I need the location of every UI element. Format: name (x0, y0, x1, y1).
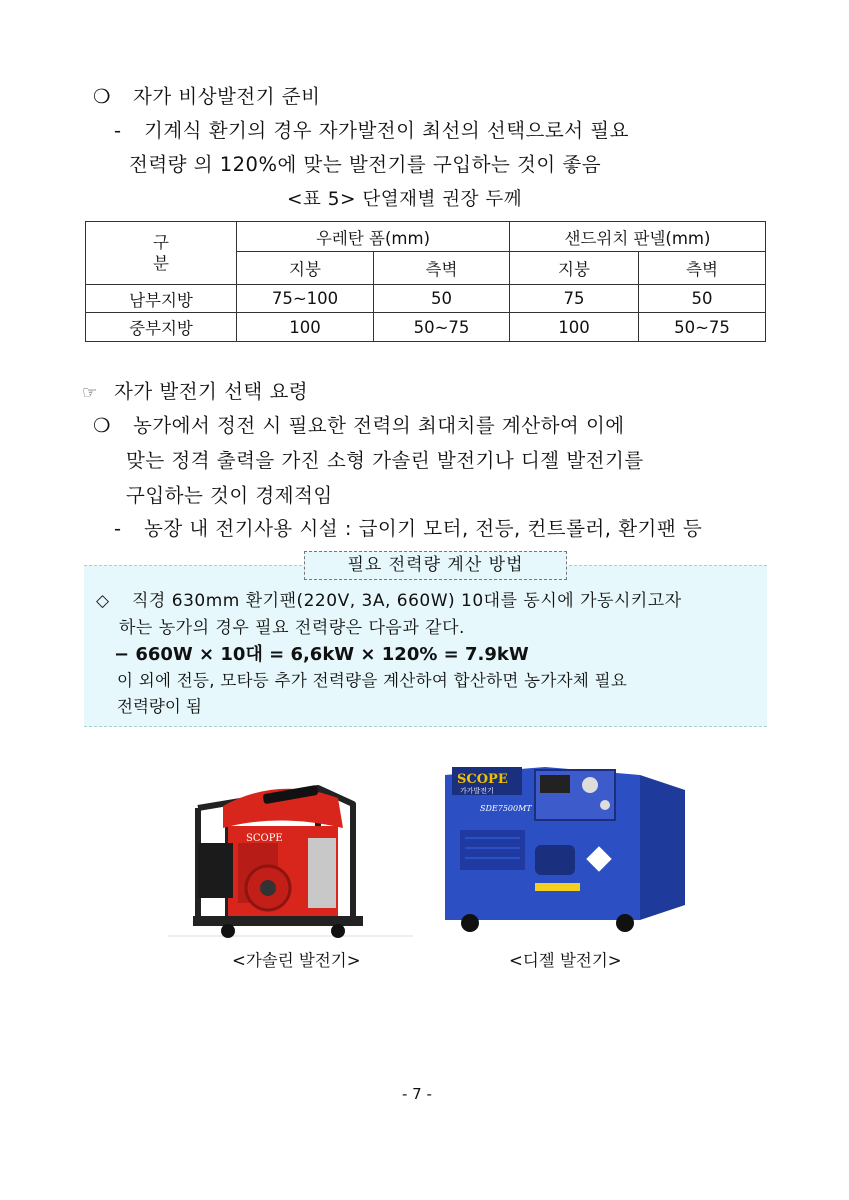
table-corner-header (86, 222, 237, 285)
header-urethane: 우레탄 폼(mm) (237, 222, 510, 252)
gasoline-caption: <가솔린 발전기> (232, 951, 361, 970)
page-number: - 7 - (402, 1085, 432, 1103)
select-line-3: 구입하는 것이 경제적임 (126, 484, 333, 507)
insulation-table (85, 221, 766, 342)
diamond-bullet-icon: ◇ (96, 591, 110, 611)
calc-tab-title: 필요 전력량 계산 방법 (304, 551, 567, 580)
select-line-2: 맞는 정격 출력을 가진 소형 가솔린 발전기나 디젤 발전기를 (126, 449, 644, 472)
prep-heading-text: 자가 비상발전기 준비 (133, 85, 321, 108)
corner-bottom: 분 (153, 254, 169, 273)
table-cell: 75∼100 (237, 285, 374, 313)
select-heading-text: 자가 발전기 선택 요령 (114, 380, 309, 403)
calc-line-4: 전력량이 됨 (117, 697, 202, 716)
calc-line-3: 이 외에 전등, 모타등 추가 전력량을 계산하여 합산하면 농가자체 필요 (117, 671, 628, 690)
table-cell: 50∼75 (639, 313, 766, 342)
pointing-hand-icon: ☞ (82, 383, 98, 403)
diesel-generator-image (440, 755, 690, 935)
calc-line-1 (96, 586, 682, 611)
sub-header: 측벽 (374, 252, 510, 285)
select-line-4-text: 농장 내 전기사용 시설 : 급이기 모터, 전등, 컨트롤러, 환기팬 등 (144, 517, 703, 540)
dash-marker: - (114, 119, 122, 142)
table-cell: 50 (374, 285, 510, 313)
row-region: 중부지방 (86, 313, 237, 342)
table-cell: 100 (237, 313, 374, 342)
corner-top: 구 (153, 233, 169, 252)
calc-line-1-text: 직경 630mm 환기팬(220V, 3A, 660W) 10대를 동시에 가동시키고자 (132, 591, 682, 611)
diesel-model-text: SDE7500MT (480, 804, 532, 813)
table-cell: 50∼75 (374, 313, 510, 342)
circle-bullet-icon: ❍ (93, 85, 111, 108)
prep-heading (93, 81, 320, 109)
select-line-1-text: 농가에서 정전 시 필요한 전력의 최대치를 계산하여 이에 (133, 414, 625, 437)
sub-header: 지붕 (237, 252, 374, 285)
header-sandwich: 샌드위치 판넬(mm) (510, 222, 766, 252)
sub-header: 측벽 (639, 252, 766, 285)
table-cell: 50 (639, 285, 766, 313)
diesel-brand-text: SCOPE (457, 772, 508, 787)
table-row (86, 285, 766, 313)
sub-header: 지붕 (510, 252, 639, 285)
prep-line-1 (114, 115, 629, 143)
table-caption: <표 5> 단열재별 권장 두께 (287, 189, 523, 210)
select-line-1 (93, 410, 625, 438)
gasoline-brand-text: SCOPE (246, 833, 283, 844)
table-cell: 75 (510, 285, 639, 313)
select-line-4 (114, 513, 702, 541)
calc-formula: − 660W × 10대 = 6,6kW × 120% = 7.9kW (114, 644, 529, 665)
diesel-sub-text: 가가발전기 (460, 787, 494, 795)
row-region: 남부지방 (86, 285, 237, 313)
gasoline-generator-image (168, 768, 413, 943)
dash-marker: - (114, 517, 122, 540)
table-cell: 100 (510, 313, 639, 342)
circle-bullet-icon: ❍ (93, 414, 111, 437)
select-heading (82, 376, 308, 404)
table-row (86, 313, 766, 342)
prep-line-1-text: 기계식 환기의 경우 자가발전이 최선의 선택으로서 필요 (144, 119, 629, 142)
prep-line-2: 전력량 의 120%에 맞는 발전기를 구입하는 것이 좋음 (129, 153, 602, 176)
calc-line-2: 하는 농가의 경우 필요 전력량은 다음과 같다. (119, 618, 465, 638)
diesel-caption: <디젤 발전기> (509, 951, 622, 970)
